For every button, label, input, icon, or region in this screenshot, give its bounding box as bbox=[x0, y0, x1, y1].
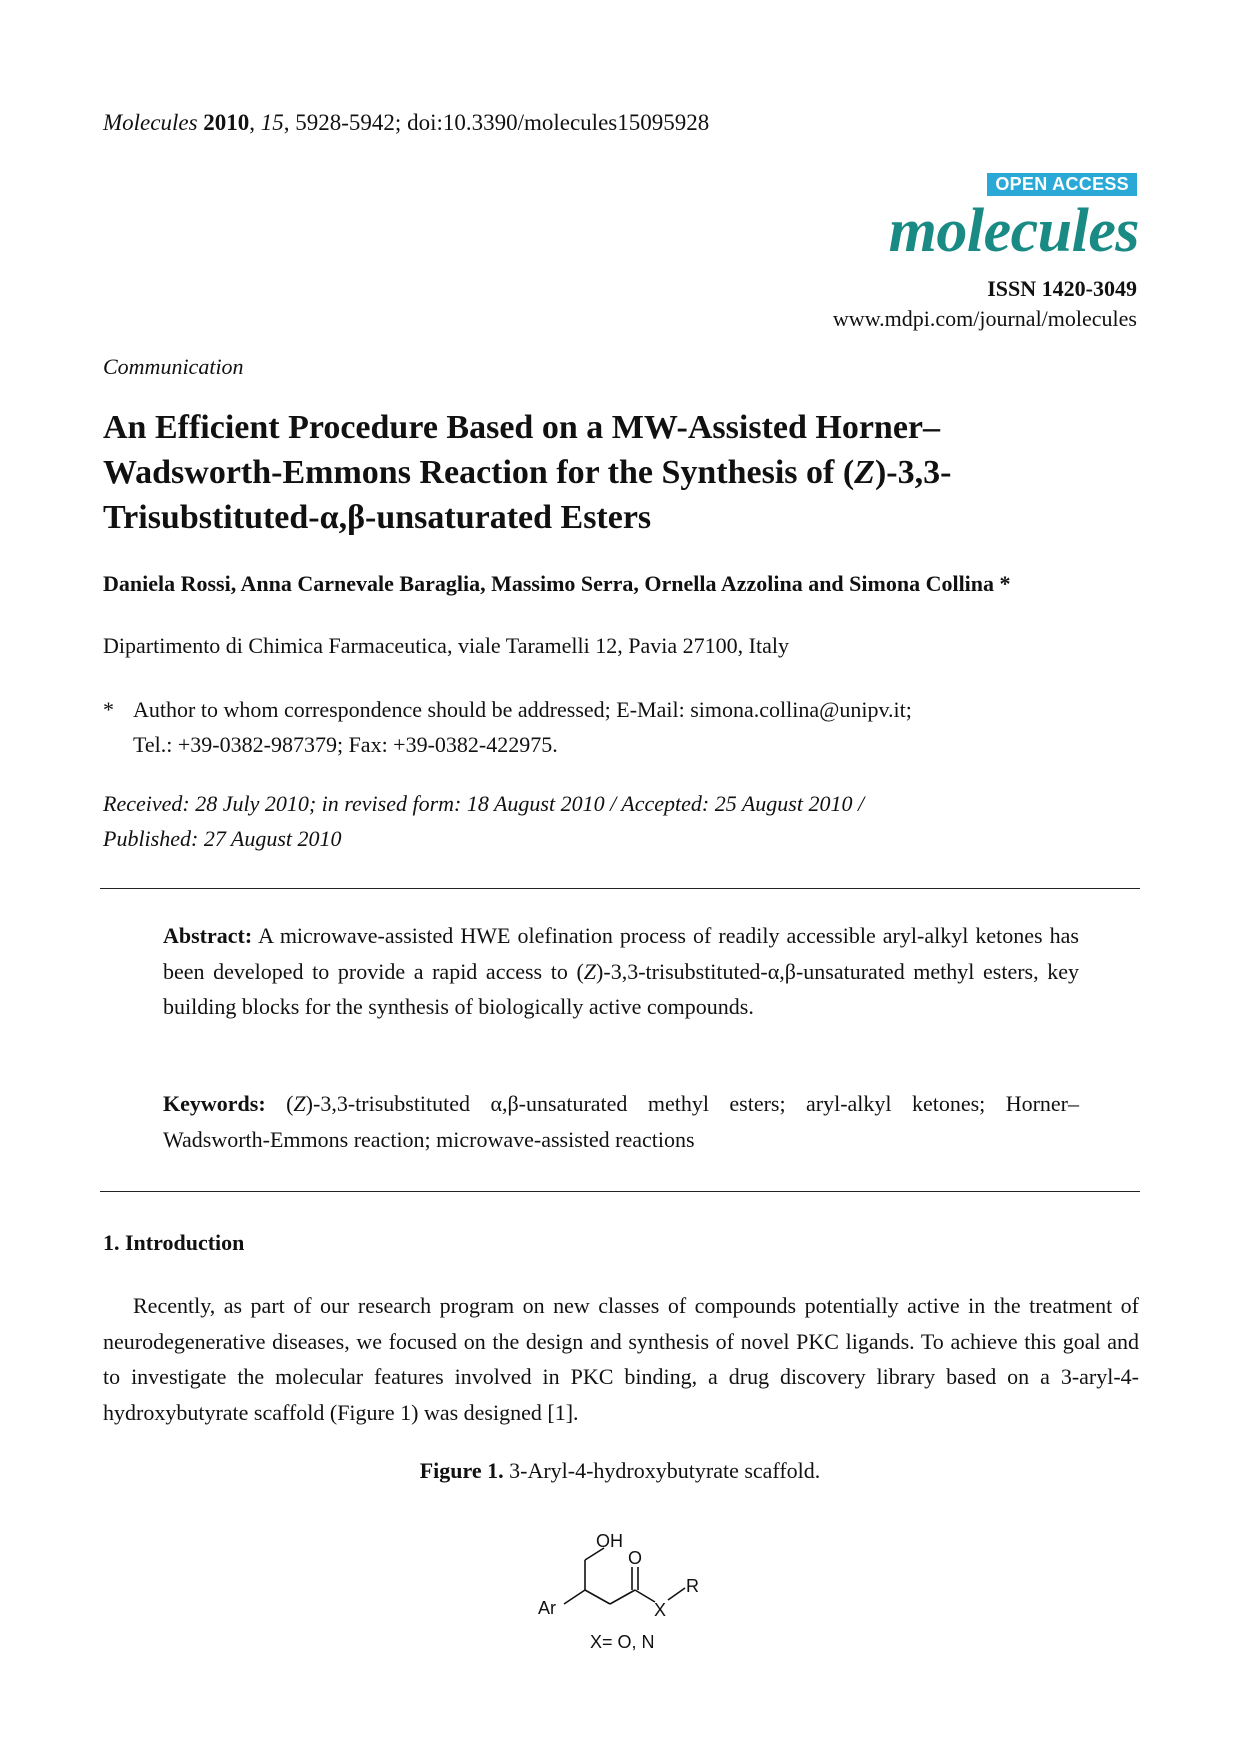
correspondence bbox=[103, 692, 912, 762]
molecule-bonds bbox=[564, 1548, 685, 1604]
bond-c3-c2 bbox=[585, 1590, 610, 1604]
title-line-2: Wadsworth-Emmons Reaction for the Synthesis of (Z)-3,3- bbox=[103, 454, 952, 491]
atom-o: O bbox=[628, 1548, 643, 1568]
authors: Daniela Rossi, Anna Carnevale Baraglia, Massimo Serra, Ornella Azzolina and Simona Collina * bbox=[103, 571, 1011, 596]
citation-volume: 15 bbox=[260, 110, 284, 135]
divider-bottom bbox=[100, 1191, 1140, 1192]
atom-oh: OH bbox=[596, 1531, 623, 1551]
title-line-3: Trisubstituted-α,β-unsaturated Esters bbox=[103, 499, 652, 536]
open-access-badge: OPEN ACCESS bbox=[987, 173, 1137, 196]
citation-pages-doi: , 5928-5942; doi:10.3390/molecules15095928 bbox=[283, 110, 710, 135]
citation-line: Molecules 2010, 15, 5928-5942; doi:10.3390/molecules15095928 bbox=[103, 110, 710, 135]
publication-dates bbox=[103, 786, 864, 856]
bond-ar-c3 bbox=[564, 1590, 585, 1604]
divider-top bbox=[100, 888, 1140, 889]
abstract-label: Abstract: bbox=[163, 923, 253, 948]
article-title bbox=[103, 405, 1143, 540]
keywords: Keywords: (Z)-3,3-trisubstituted α,β-unsaturated methyl esters; aryl-alkyl ketones; Horner–Wadsworth-Emmons reaction; microwave-assisted reactions bbox=[163, 1091, 1080, 1152]
bond-c2-c1 bbox=[610, 1590, 635, 1604]
journal-website: www.mdpi.com/journal/molecules bbox=[832, 306, 1137, 331]
citation-year: 2010 bbox=[203, 110, 250, 135]
citation-journal: Molecules bbox=[103, 110, 198, 135]
section-heading-introduction: 1. Introduction bbox=[103, 1230, 245, 1255]
dates-line-1: Received: 28 July 2010; in revised form: 18 August 2010 / Accepted: 25 August 2010 / bbox=[103, 791, 865, 816]
atom-x: X bbox=[654, 1600, 667, 1620]
bond-x-r bbox=[668, 1588, 685, 1600]
journal-logo: molecules bbox=[888, 197, 1139, 265]
figure-1-structure bbox=[520, 1500, 760, 1660]
article-type: Communication bbox=[103, 354, 244, 379]
corr-line-1: Author to whom correspondence should be addressed; E-Mail: simona.collina@unipv.it; bbox=[133, 697, 912, 722]
abstract: Abstract: A microwave-assisted HWE olefination process of readily accessible aryl-alkyl ketones has been developed to provide a rapid access to (Z)-3,3-trisubstituted-α,β-unsaturated methyl esters, key building blocks for the synthesis of biologically active compounds. bbox=[163, 923, 1080, 1019]
corr-star: * bbox=[103, 697, 114, 722]
atom-note: X= O, N bbox=[590, 1632, 655, 1652]
corr-line-2: Tel.: +39-0382-987379; Fax: +39-0382-422975. bbox=[133, 732, 558, 757]
figure-1-caption: Figure 1. 3-Aryl-4-hydroxybutyrate scaffold. bbox=[419, 1458, 821, 1483]
atom-r: R bbox=[686, 1576, 699, 1596]
affiliation: Dipartimento di Chimica Farmaceutica, viale Taramelli 12, Pavia 27100, Italy bbox=[103, 633, 789, 658]
introduction-paragraph: Recently, as part of our research program on new classes of compounds potentially active in the treatment of neurodegenerative diseases, we focused on the design and synthesis of novel PKC ligands. To achieve this goal and to investigate the molecular features involved in PKC binding, a drug discovery library based on a 3-aryl-4-hydroxybutyrate scaffold (Figure 1) was designed [1]. bbox=[103, 1293, 1139, 1425]
dates-line-2: Published: 27 August 2010 bbox=[103, 826, 342, 851]
figure-1-label: Figure 1. bbox=[419, 1458, 504, 1483]
bond-c1-x bbox=[635, 1590, 655, 1602]
atom-ar: Ar bbox=[538, 1598, 556, 1618]
issn: ISSN 1420-3049 bbox=[987, 276, 1137, 301]
keywords-label: Keywords: bbox=[163, 1091, 266, 1116]
title-line-1: An Efficient Procedure Based on a MW-Assisted Horner– bbox=[103, 409, 941, 446]
